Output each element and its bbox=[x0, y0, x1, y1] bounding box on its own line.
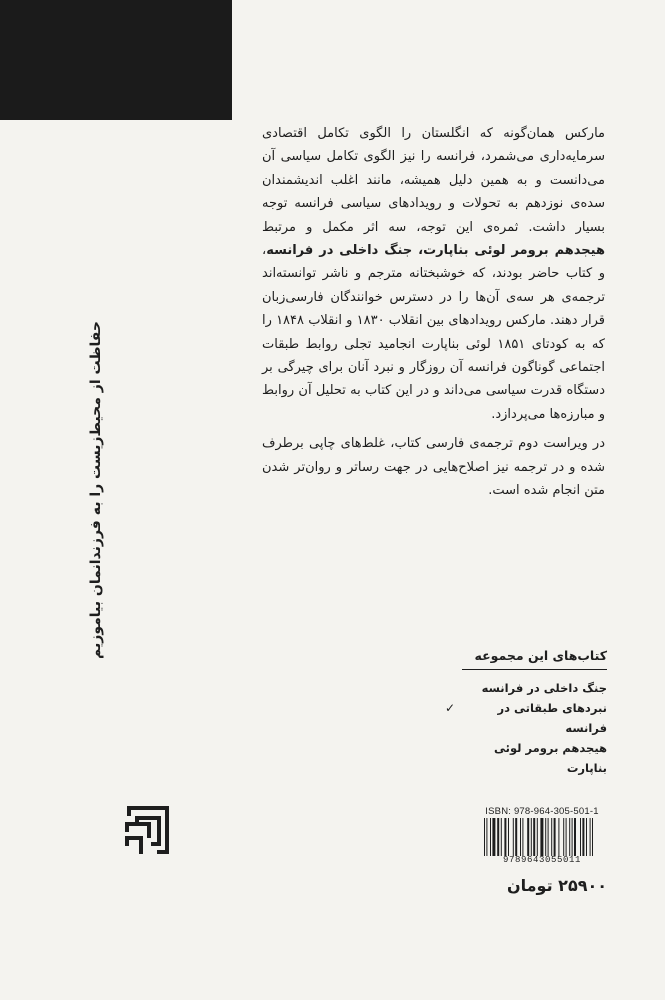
series-item: نبردهای طبقاتی در فرانسه ✓ bbox=[457, 698, 607, 738]
series-title: کتاب‌های این مجموعه bbox=[462, 648, 607, 670]
barcode-block bbox=[480, 806, 604, 866]
blurb-bold-titles: هیجدهم برومر لوئی بناپارت، جنگ داخلی در فرانسه bbox=[266, 243, 605, 259]
blurb-paragraph-2: در ویراست دوم ترجمه‌ی فارسی کتاب، غلط‌های چاپی برطرف شده و در ترجمه نیز اصلاح‌هایی در جهت رساتر و روان‌تر شدن متن انجام شده است. bbox=[262, 436, 605, 499]
barcode-digits: 9789643055011 bbox=[502, 855, 581, 865]
price: ۲۵۹۰۰ تومان bbox=[506, 876, 607, 895]
back-cover-blurb bbox=[262, 122, 605, 503]
series-list bbox=[445, 678, 607, 778]
blurb-text: مارکس همان‌گونه که انگلستان را الگوی تکامل اقتصادی سرمایه‌داری می‌شمرد، فرانسه را نیز الگوی تکامل سیاسی آن می‌دانست و به همین دلیل همیشه، مانند اغلب اندیشمندان سده‌ی نوزدهم به تحولات و رویدادهای سیاسی فرانسه توجه بسیار داشت. ثمره‌ی این توجه، سه اثر مکمل و مرتبط bbox=[262, 126, 605, 235]
blurb-text: ، و کتاب حاضر بودند، که خوشبختانه مترجم و ناشر توانسته‌اند ترجمه‌ی هر سه‌ی آن‌ها را در دسترس خوانندگان فارسی‌زبان قرار دهند. مارکس رویدادهای بین انقلاب ۱۸۳۰ و انقلاب ۱۸۴۸ را که به کودتای ۱۸۵۱ لوئی بناپارت انجامید تجلی روابط طبقات اجتماعی گوناگون فرانسه آن روزگار و نبرد آنان برای چیرگی بر دستگاه قدرت سیاسی می‌داند و در این کتاب به تحلیل آن روابط و مبارزه‌ها می‌پردازد. bbox=[262, 243, 606, 422]
check-icon: ✓ bbox=[445, 701, 456, 715]
black-corner-block bbox=[0, 0, 232, 120]
environment-slogan: حفاظت از محیط‌زیست را به فرزندانمان بیاموزیم bbox=[88, 321, 104, 659]
publisher-logo-icon bbox=[123, 802, 173, 858]
series-item: جنگ داخلی در فرانسه bbox=[481, 681, 607, 695]
series-box bbox=[445, 648, 607, 778]
isbn-text: ISBN: 978-964-305-501-1 bbox=[485, 806, 599, 817]
barcode-icon bbox=[480, 818, 604, 856]
blurb-paragraph-1 bbox=[262, 122, 605, 426]
series-item: هیجدهم برومر لوئی بناپارت bbox=[494, 741, 607, 775]
